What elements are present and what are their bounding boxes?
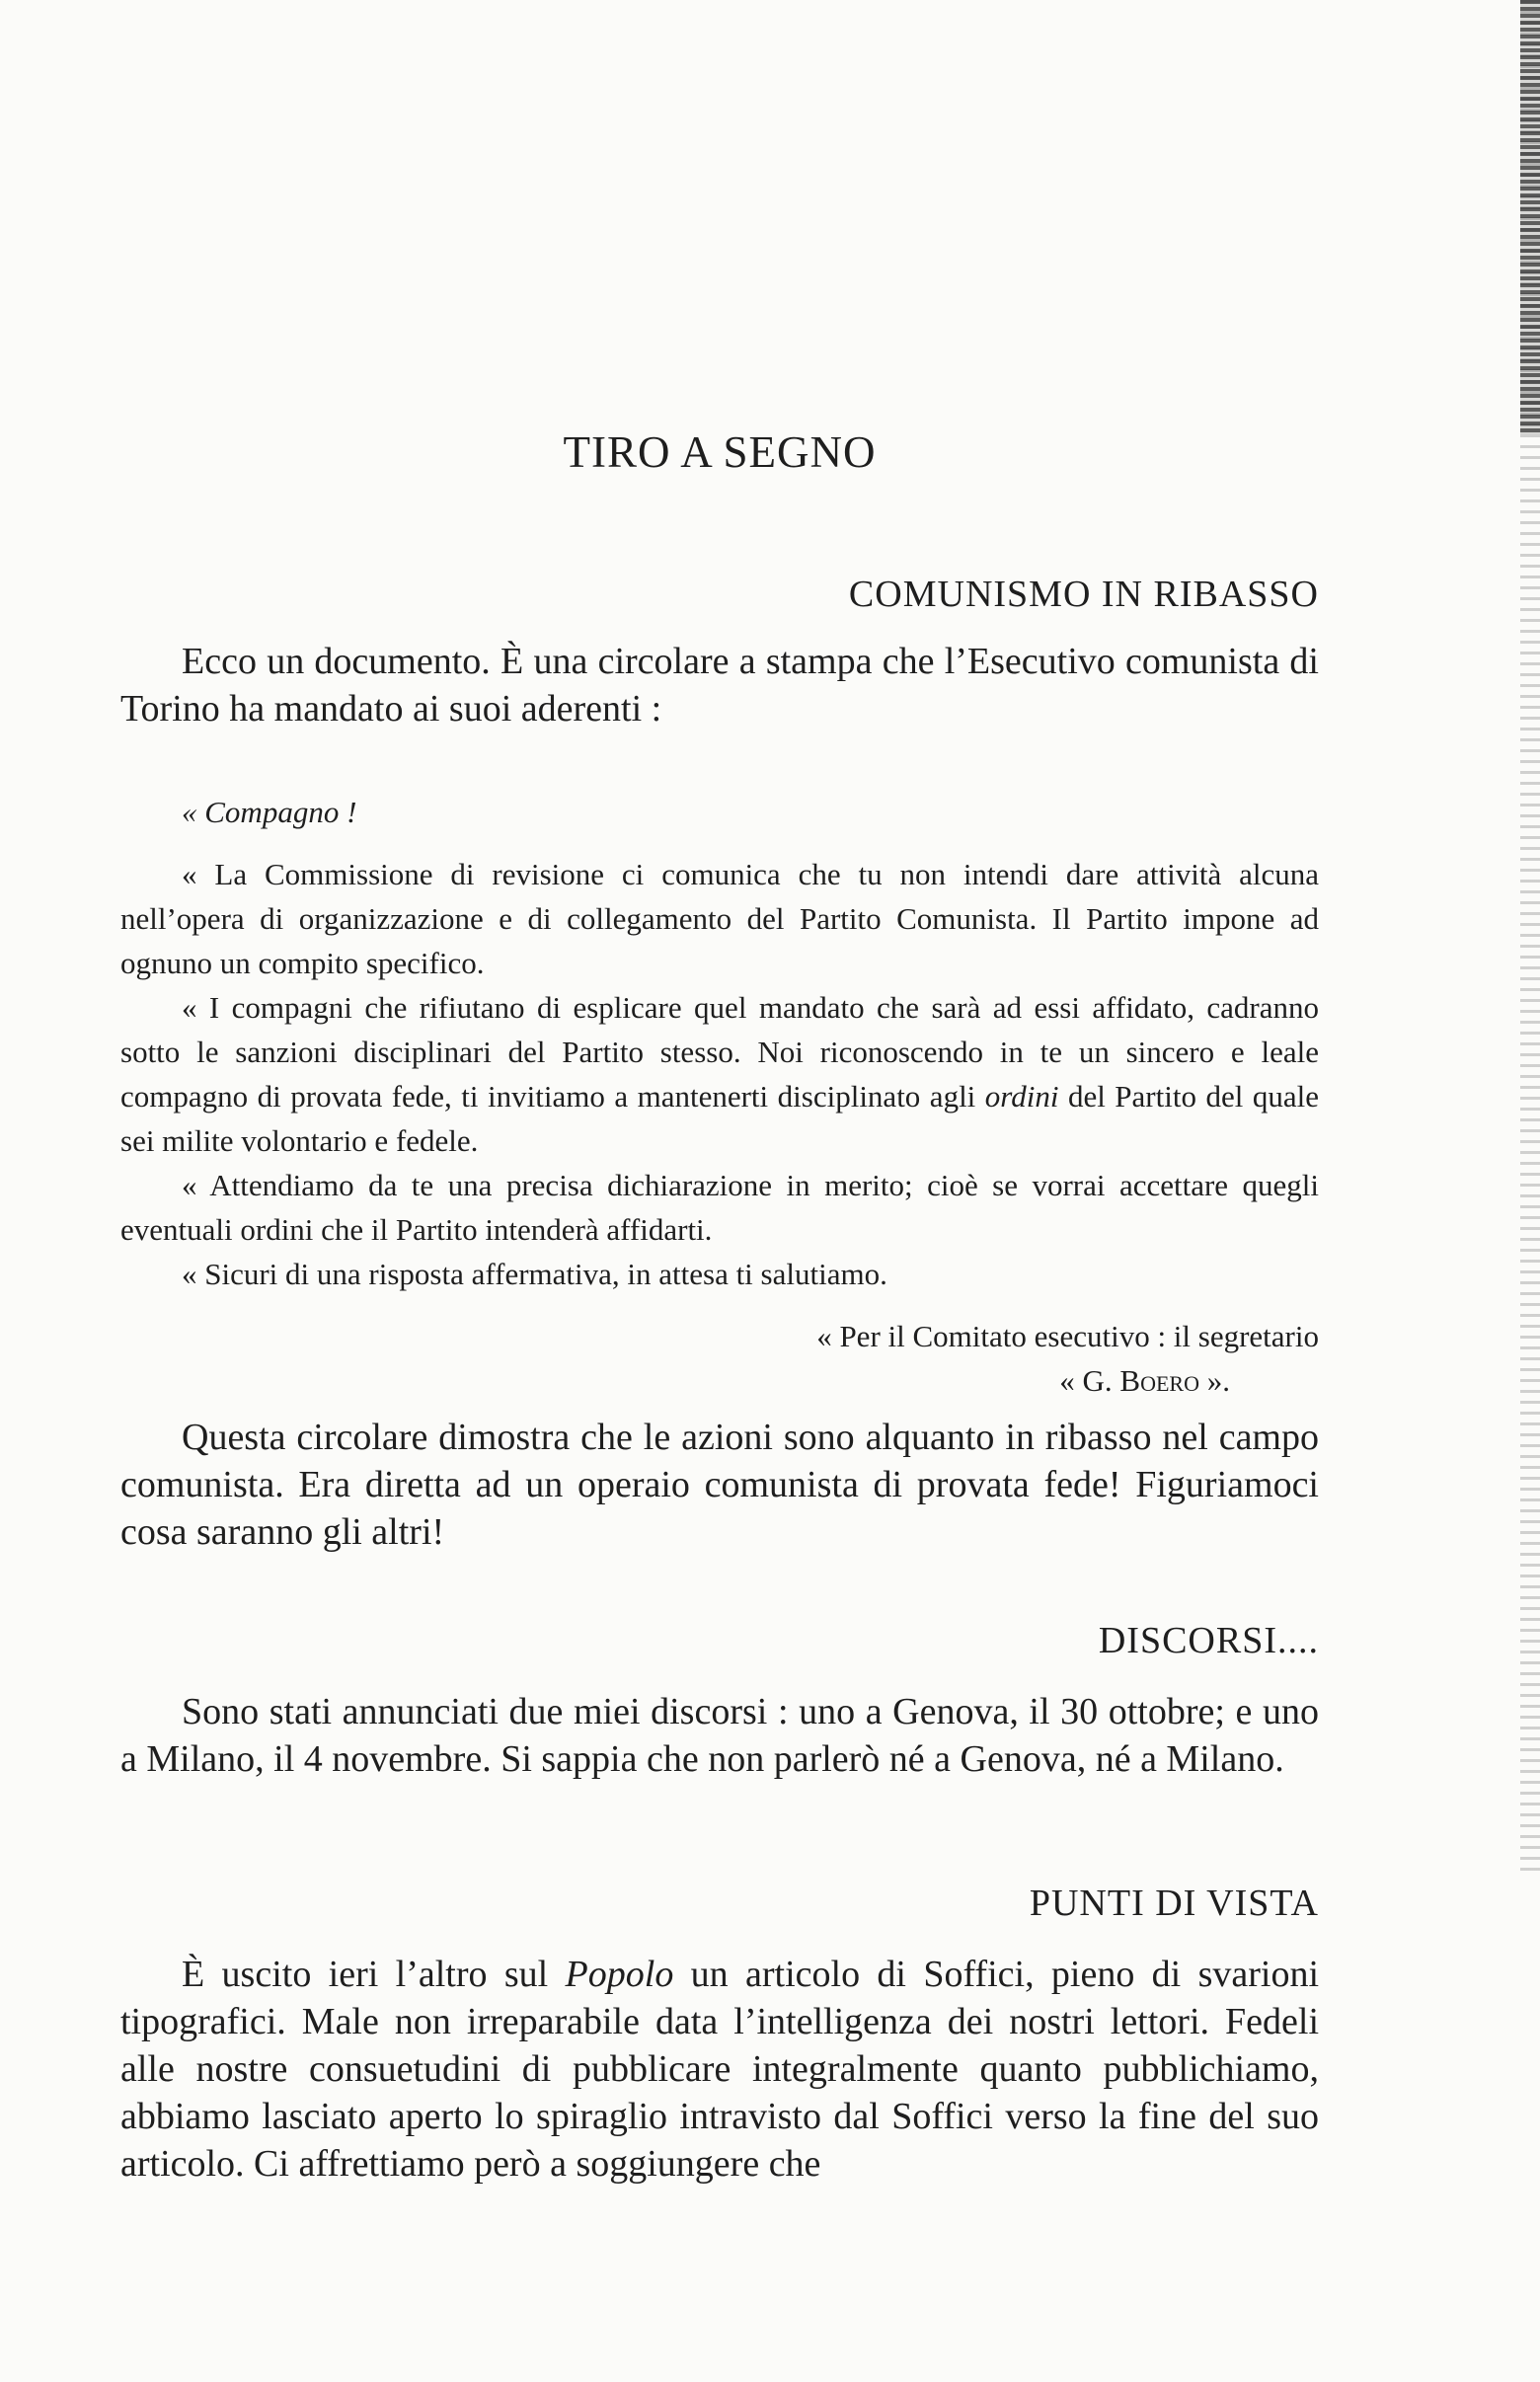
letter-paragraph-3: « Attendiamo da te una precisa dichiarazione in merito; cioè se vorrai accettare quegli eventuali ordini che il Partito intenderà affidarti. <box>120 1168 1319 1247</box>
heading-discorsi: DISCORSI.... <box>1098 1620 1319 1661</box>
intro-paragraph: Ecco un documento. È una circolare a stampa che l’Esecutivo comunista di Torino ha mandato ai suoi aderenti : <box>120 641 1319 730</box>
emphasis-ordini: ordini <box>984 1079 1059 1114</box>
letter-salutation: « Compagno ! <box>182 795 357 829</box>
discorsi-paragraph: Sono stati annunciati due miei discorsi : uno a Genova, il 30 ottobre; e uno a Milano, il 4 novembre. Si sappia che non parlerò né a Genova, né a Milano. <box>120 1691 1319 1780</box>
signature-committee: « Per il Comitato esecutivo : il segretario <box>816 1319 1319 1353</box>
section-comunismo-intro <box>120 638 1319 732</box>
section-punti-di-vista <box>120 1951 1319 2188</box>
circular-letter <box>120 790 1319 1403</box>
document-page <box>120 0 1319 2382</box>
heading-comunismo-in-ribasso: COMUNISMO IN RIBASSO <box>848 574 1319 615</box>
closing-paragraph: Questa circolare dimostra che le azioni sono alquanto in ribasso nel campo comunista. Era diretta ad un operaio comunista di provata fede! Figuriamoci cosa saranno gli altri! <box>120 1417 1319 1553</box>
section-discorsi <box>120 1688 1319 1783</box>
signature-name: « G. Boero ». <box>1059 1363 1230 1398</box>
letter-paragraph-1: « La Commissione di revisione ci comunica che tu non intendi dare attività alcuna nell’opera di organizzazione e di collegamento del Partito Comunista. Il Partito impone ad ognuno un compito specifico. <box>120 857 1319 980</box>
scan-edge-binding <box>1520 0 1540 434</box>
punti-paragraph: È uscito ieri l’altro sul Popolo un articolo di Soffici, pieno di svarioni tipografici. Male non irreparabile data l’intelligenza dei nostri lettori. Fedeli alle nostre consuetudini di pubblicare integralmente quanto pubblichiamo, abbiamo lasciato aperto lo spiraglio intravisto dal Soffici verso la fine del suo articolo. Ci affrettiamo però a soggiungere che <box>120 1954 1320 2185</box>
page-title: TIRO A SEGNO <box>563 427 877 477</box>
emphasis-popolo: Popolo <box>565 1954 674 1995</box>
section-comunismo-closing <box>120 1414 1319 1556</box>
letter-paragraph-2: « I compagni che rifiutano di esplicare quel mandato che sarà ad essi affidato, cadranno sotto le sanzioni disciplinari del Partito stesso. Noi riconoscendo in te un sincero e leale compagno di provata fede, ti invitiamo a mantenerti disciplinato agli ordini del Partito del quale sei milite volontario e fedele. <box>120 990 1319 1158</box>
letter-paragraph-4: « Sicuri di una risposta affermativa, in attesa ti salutiamo. <box>182 1257 887 1291</box>
heading-punti-di-vista: PUNTI DI VISTA <box>1029 1883 1319 1924</box>
